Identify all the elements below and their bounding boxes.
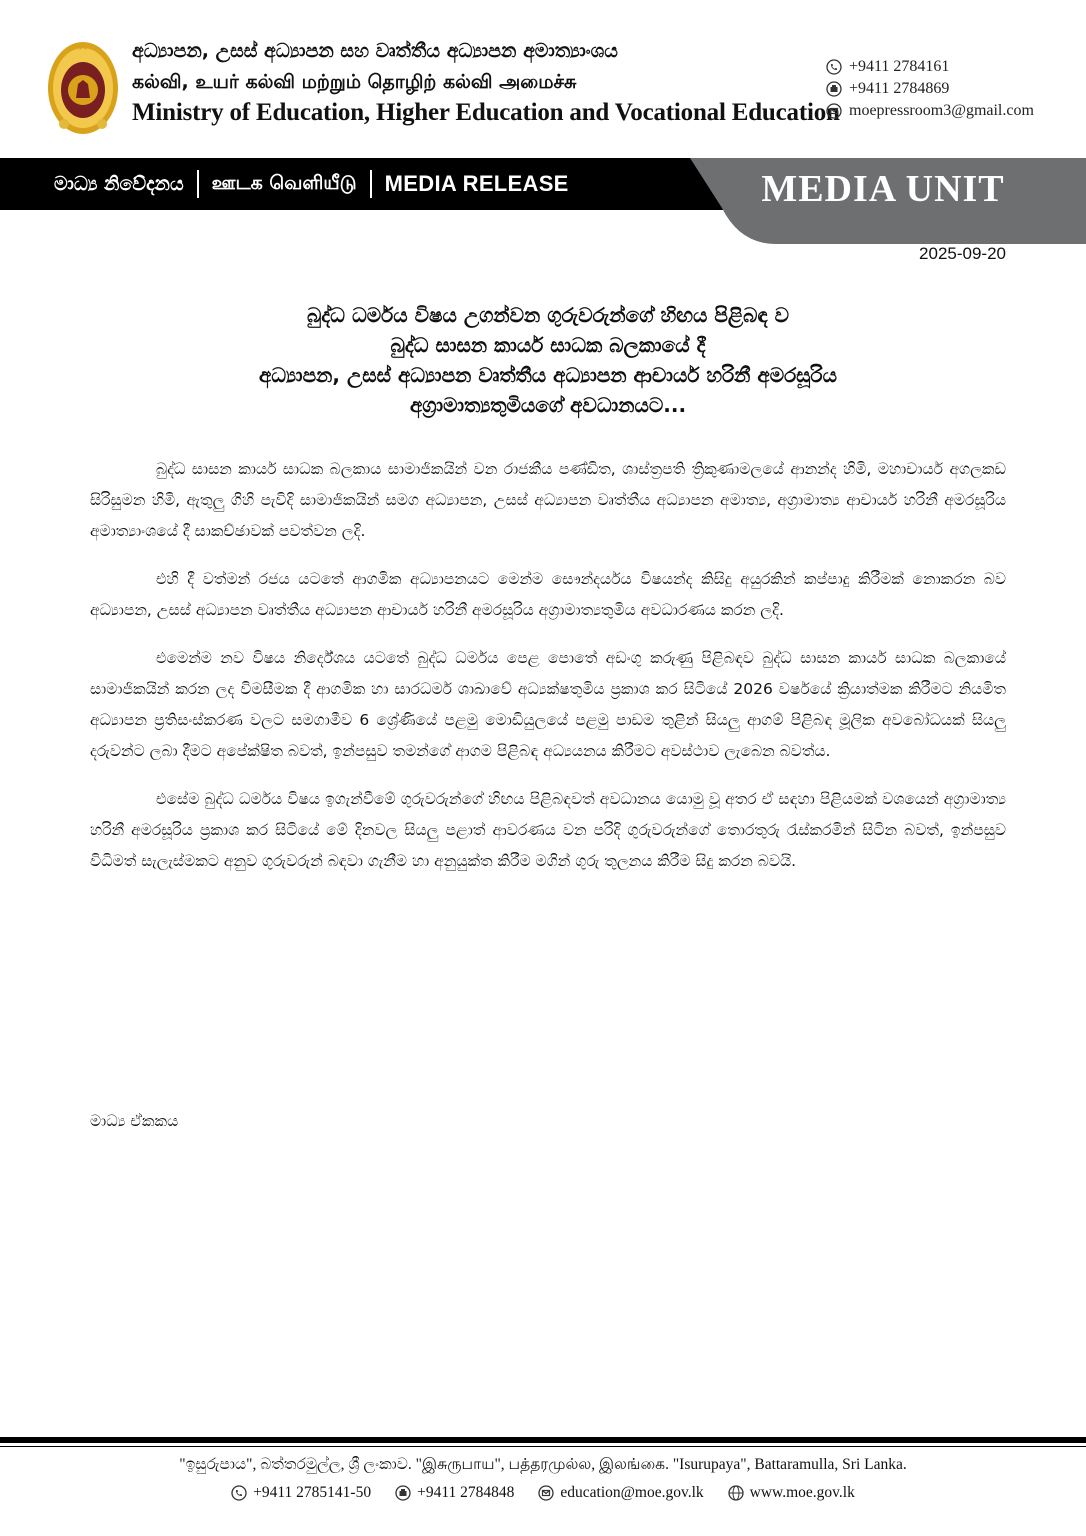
- footer-phone: [231, 1484, 371, 1502]
- header-email: [826, 100, 1076, 122]
- footer-email: [538, 1484, 703, 1502]
- ministry-name-sinhala: අධ්‍යාපන, උසස් අධ්‍යාපන සහ වෘත්තීය අධ්‍යාපන අමාත්‍යාංශය: [132, 40, 618, 62]
- signoff: මාධ්‍ය ඒකකය: [90, 1112, 179, 1130]
- footer-divider-thin: [0, 1446, 1086, 1447]
- banner-divider: [197, 170, 199, 198]
- media-release-banner-text: [54, 158, 569, 210]
- footer-divider: [0, 1437, 1086, 1443]
- national-emblem-icon: [46, 38, 120, 138]
- header-fax: [826, 78, 1076, 100]
- ministry-name-tamil: கல்வி, உயர் கல்வி மற்றும் தொழிற் கல்வி அமைச்சு: [132, 71, 577, 93]
- footer-phone-number: +9411 2785141-50: [253, 1484, 372, 1501]
- footer-fax: [395, 1484, 514, 1502]
- body-paragraph: එහි දී වත්මන් රජය යටතේ ආගමික අධ්‍යාපනයට මෙන්ම සෞන්දර්යය විෂයන්ද කිසිදු අයුරකින් කප්පාදු කිරීමක් නොකරන බව අධ්‍යාපන, උසස් අධ්‍යාපන වෘත්තීය අධ්‍යාපන ආචාර්ය හරිනී අමරසූරිය අග්‍රාමාත්‍යතුමිය අවධාරණය කරන ලදි.: [90, 570, 1006, 619]
- banner-label-english: MEDIA RELEASE: [384, 171, 569, 196]
- release-body: [90, 454, 1006, 894]
- globe-icon: [728, 1485, 744, 1501]
- footer-email-address: education@moe.gov.lk: [560, 1484, 704, 1501]
- body-paragraph: එසේම බුද්ධ ධර්මය විෂය ඉගැන්වීමේ ගුරුවරුන්ගේ හිඟය පිළිබඳවත් අවධානය යොමු වූ අතර ඒ සඳහා පිළියමක් වශයෙන් අග්‍රාමාත්‍ය හරිනී අමරසූරිය ප්‍රකාශ කර සිටියේ මේ දිනවල සියලු පළාත් ආවරණය වන පරිදි ගුරුවරුන්ගේ තොරතුරු රැස්කරමින් සිටින බවත්, ඉන්පසුව විධිමත් සැලැස්මකට අනුව ගුරුවරුන් බඳවා ගැනීම හා අනුයුක්ත කිරීම මගින් ගුරු තුලනය කිරීම සිදු කරන බවයි.: [90, 790, 1006, 870]
- banner-divider: [370, 170, 372, 198]
- footer-fax-number: +9411 2784848: [417, 1484, 515, 1501]
- header-email-address: moepressroom3@gmail.com: [849, 102, 1034, 119]
- fax-icon: [826, 81, 842, 97]
- media-unit-label: MEDIA UNIT: [761, 168, 1005, 210]
- header-contacts: [826, 56, 1076, 122]
- header-phone: [826, 56, 1076, 78]
- title-line: අධ්‍යාපන, උසස් අධ්‍යාපන වෘත්තීය අධ්‍යාපන ආචාර්ය හරිනී අමරසූරිය: [258, 363, 838, 387]
- release-title: [90, 300, 1006, 420]
- release-date: 2025-09-20: [919, 244, 1006, 263]
- footer-website: www.moe.gov.lk: [749, 1484, 855, 1501]
- email-icon: [538, 1485, 554, 1501]
- header-fax-number: +9411 2784869: [849, 80, 950, 97]
- footer-web: [728, 1484, 855, 1502]
- ministry-name-block: [132, 36, 840, 128]
- body-paragraph: එමෙන්ම නව විෂය නිර්දේශය යටතේ බුද්ධ ධර්මය පෙළ පොතේ අඩංගු කරුණු පිළිබඳව බුද්ධ සාසන කාර්ය සාධක බලකායේ සාමාජිකයින් කරන ලද විමසීමක දී ආගමික හා සාරධර්ම ශාඛාවේ අධ්‍යක්ෂතුමිය ප්‍රකාශ කර සිටියේ 2026 වර්ෂයේ ක්‍රියාත්මක කිරීමට නියමිත අධ්‍යාපන ප්‍රතිසංස්කරණ වලට සමගාමීව 6 ශ්‍රේණියේ පළමු මොඩියුලයේ පළමු පාඩම තුළින් සියලු ආගම් පිළිබඳ මූලික අවබෝධයක් සියලු දරුවන්ට ලබා දීමට අපේක්ෂිත බවත්, ඉන්පසුව තමන්ගේ ආගම පිළිබඳ අධ්‍යයනය කිරීමට අවස්ථාව ලැබෙන බවත්ය.: [90, 649, 1006, 760]
- header-phone-number: +9411 2784161: [849, 58, 950, 75]
- banner-label-tamil: ஊடக வெளியீடு: [211, 171, 357, 194]
- email-icon: [826, 103, 842, 119]
- title-line: බුද්ධ ධර්මය විෂය උගන්වන ගුරුවරුන්ගේ හිඟය පිළිබඳ ව: [306, 303, 790, 327]
- phone-icon: [826, 59, 842, 75]
- phone-icon: [231, 1485, 247, 1501]
- footer-contacts: [0, 1484, 1086, 1502]
- fax-icon: [395, 1485, 411, 1501]
- banner-label-sinhala: මාධ්‍ය නිවේදනය: [54, 173, 184, 195]
- ministry-name-english: Ministry of Education, Higher Education and Vocational Education: [132, 99, 840, 126]
- body-paragraph: බුද්ධ සාසන කාර්ය සාධක බලකාය සාමාජිකයින් වන රාජකීය පණ්ඩිත, ශාස්ත්‍රපති ත්‍රිකුණාමලයේ ආනන්ද හිමි, මහාචාර්ය අගලකඩ සිරිසුමන හිමි, ඇතුලු ගිහි පැවිදි සාමාජිකයින් සමග අධ්‍යාපන, උසස් අධ්‍යාපන වෘත්තීය අධ්‍යාපන අමාත්‍ය, අග්‍රාමාත්‍ය ආචාර්ය හරිනී අමරසූරිය අමාත්‍යාංශයේ දී සාකච්ඡාවක් පවත්වන ලදි.: [90, 460, 1006, 540]
- footer-address: "ඉසුරුපාය", බත්තරමුල්ල, ශ්‍රී ලංකාව. "இசுருபாய", பத்தரமுல்ல, இலங்கை. "Isurupaya", Battaramulla, Sri Lanka.: [179, 1456, 907, 1473]
- title-line: බුද්ධ සාසන කාර්ය සාධක බලකායේ දී: [390, 333, 706, 357]
- title-line: අග්‍රාමාත්‍යතුමියගේ අවධානයට...: [409, 393, 687, 417]
